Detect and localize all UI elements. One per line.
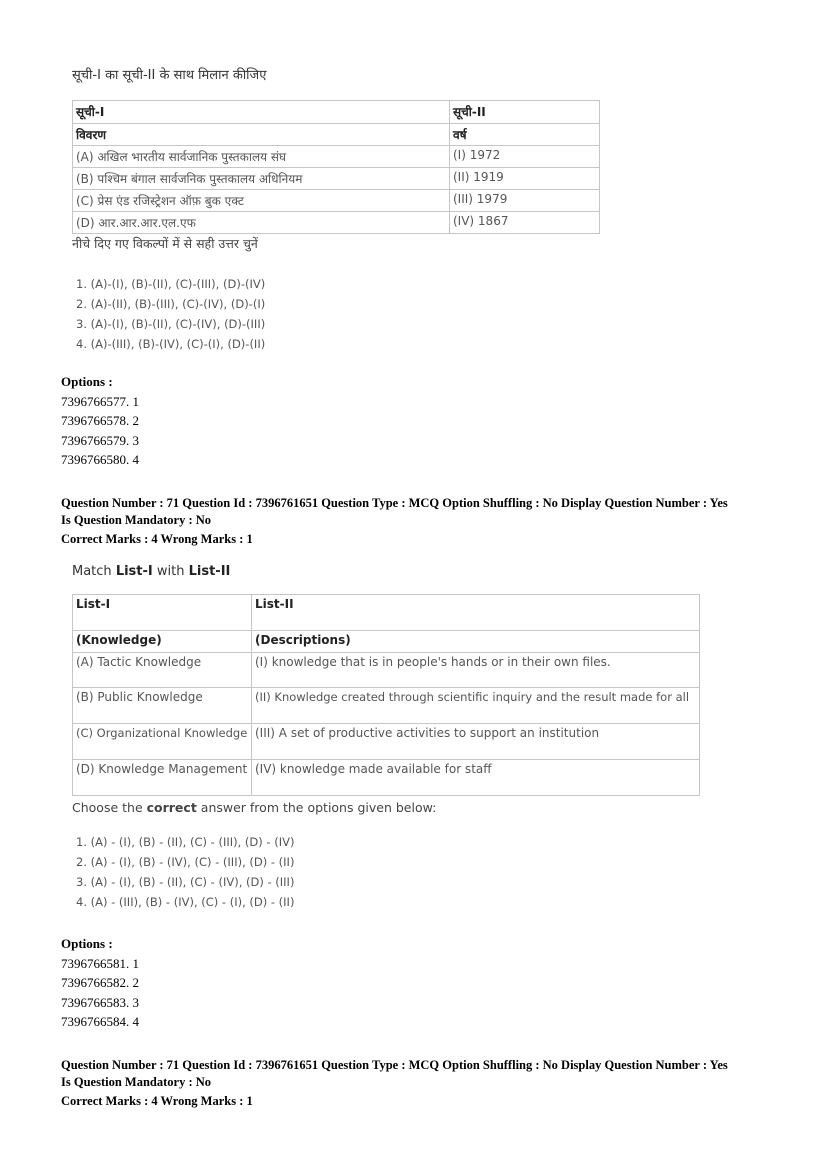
table-cell: (D) Knowledge Management	[73, 760, 252, 796]
question-2-match-table	[72, 594, 700, 796]
table-cell: (B) पश्चिम बंगाल सार्वजनिक पुस्तकालय अधिनियम	[73, 168, 450, 190]
table-row	[73, 190, 600, 212]
list-item: 1. (A) - (I), (B) - (II), (C) - (III), (D) - (IV)	[76, 835, 295, 849]
list-item: 2. (A) - (I), (B) - (IV), (C) - (III), (D) - (II)	[76, 855, 295, 869]
table-cell: (II) Knowledge created through scientific inquiry and the result made for all	[252, 688, 700, 724]
instruction-text: answer from the options given below:	[196, 800, 437, 815]
list-item: 2. (A)-(II), (B)-(III), (C)-(IV), (D)-(I)	[76, 297, 266, 311]
table-row	[73, 724, 700, 760]
meta-line: Is Question Mandatory : No	[61, 1075, 212, 1089]
options-label: Options :	[61, 936, 113, 951]
table-row	[73, 212, 600, 234]
meta-line: Is Question Mandatory : No	[61, 513, 212, 527]
question-meta-2	[61, 1057, 728, 1110]
table-cell: (C) Organizational Knowledge	[73, 724, 252, 760]
options-2-block	[61, 934, 139, 1032]
table-cell: (IV) knowledge made available for staff	[252, 760, 700, 796]
table-2-col1-sub: (Knowledge)	[73, 631, 252, 653]
question-1-block	[72, 66, 612, 354]
list-item: 3. (A) - (I), (B) - (II), (C) - (IV), (D) - (III)	[76, 875, 295, 889]
question-1-match-table	[72, 100, 600, 234]
options-label: Options :	[61, 374, 113, 389]
question-1-choices	[76, 274, 612, 354]
table-cell: (IV) 1867	[450, 212, 600, 234]
option-item: 7396766581. 1	[61, 955, 139, 971]
meta-line: Correct Marks : 4 Wrong Marks : 1	[61, 532, 253, 546]
table-cell: (A) Tactic Knowledge	[73, 653, 252, 688]
table-cell: (D) आर.आर.आर.एल.एफ	[73, 212, 450, 234]
title-bold: List-II	[188, 564, 231, 579]
list-item: 4. (A) - (III), (B) - (IV), (C) - (I), (D) - (II)	[76, 895, 295, 909]
table-cell: (I) knowledge that is in people's hands or in their own files.	[252, 653, 700, 688]
instruction-bold: correct	[146, 800, 197, 815]
table-cell: (I) 1972	[450, 146, 600, 168]
meta-line: Question Number : 71 Question Id : 7396761651 Question Type : MCQ Option Shuffling : No Display Question Number : Yes	[61, 1058, 728, 1072]
list-item: 1. (A)-(I), (B)-(II), (C)-(III), (D)-(IV)	[76, 277, 266, 291]
table-cell: (III) 1979	[450, 190, 600, 212]
table-cell: (III) A set of productive activities to support an institution	[252, 724, 700, 760]
option-item: 7396766580. 4	[61, 452, 139, 467]
table-1-col2-header: सूची-II	[450, 101, 600, 124]
table-1-col1-sub: विवरण	[73, 124, 450, 146]
options-1-block	[61, 372, 139, 470]
table-cell: (B) Public Knowledge	[73, 688, 252, 724]
table-2-col1-header: List-I	[73, 595, 252, 631]
table-row	[73, 146, 600, 168]
table-row	[73, 760, 700, 796]
table-row	[73, 168, 600, 190]
table-row	[73, 688, 700, 724]
option-item: 7396766582. 2	[61, 975, 139, 990]
table-1-col1-header: सूची-I	[73, 101, 450, 124]
question-2-title	[72, 562, 712, 584]
question-2-choices	[76, 832, 712, 912]
question-2-block	[72, 562, 712, 912]
instruction-text: Choose the	[72, 800, 147, 815]
table-cell: (II) 1919	[450, 168, 600, 190]
table-cell: (C) प्रेस एंड रजिस्ट्रेशन ऑफ़ बुक एक्ट	[73, 190, 450, 212]
meta-line: Question Number : 71 Question Id : 7396761651 Question Type : MCQ Option Shuffling : No Display Question Number : Yes	[61, 496, 728, 510]
list-item: 4. (A)-(III), (B)-(IV), (C)-(I), (D)-(II)	[76, 337, 266, 351]
option-item: 7396766583. 3	[61, 994, 139, 1010]
table-1-col2-sub: वर्ष	[450, 124, 600, 146]
question-1-instruction: नीचे दिए गए विकल्पों में से सही उत्तर चुनें	[72, 236, 258, 251]
meta-line: Correct Marks : 4 Wrong Marks : 1	[61, 1094, 253, 1108]
option-item: 7396766584. 4	[61, 1014, 139, 1029]
table-2-col2-header: List-II	[252, 595, 700, 631]
table-row	[73, 653, 700, 688]
question-1-title: सूची-I का सूची-II के साथ मिलान कीजिए	[72, 68, 267, 83]
title-bold: List-I	[115, 564, 153, 579]
title-text: with	[152, 564, 189, 579]
table-2-col2-sub: (Descriptions)	[252, 631, 700, 653]
table-cell: (A) अखिल भारतीय सार्वजानिक पुस्तकालय संघ	[73, 146, 450, 168]
question-2-instruction	[72, 798, 712, 818]
option-item: 7396766578. 2	[61, 413, 139, 428]
title-text: Match	[72, 564, 116, 579]
question-meta-1	[61, 495, 728, 548]
option-item: 7396766577. 1	[61, 393, 139, 409]
option-item: 7396766579. 3	[61, 432, 139, 448]
list-item: 3. (A)-(I), (B)-(II), (C)-(IV), (D)-(III)	[76, 317, 266, 331]
